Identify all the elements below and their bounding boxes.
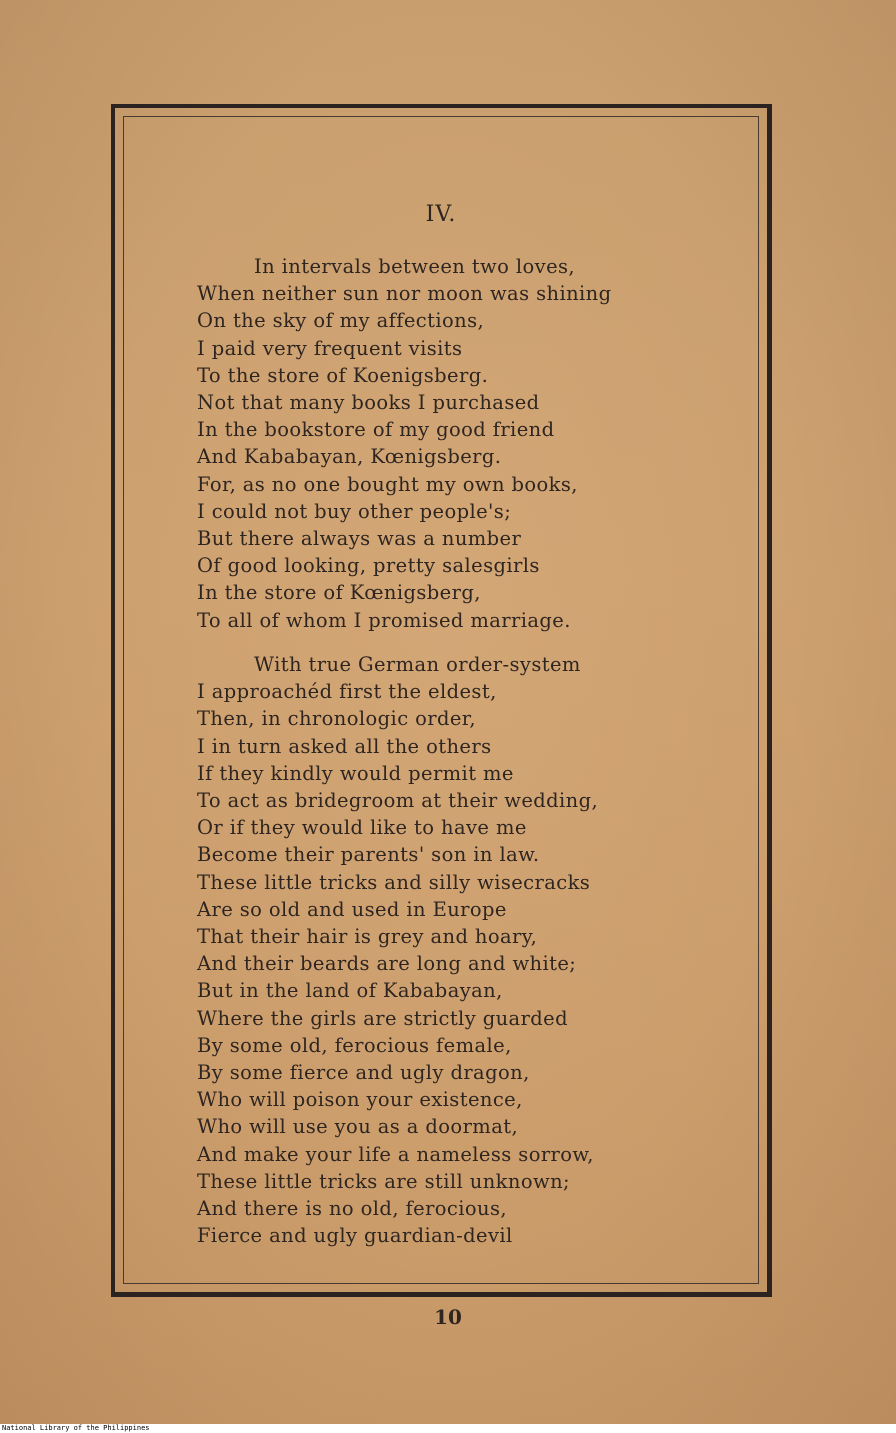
poem-line: I paid very frequent visits xyxy=(197,336,463,360)
stanza-2 xyxy=(197,651,598,1249)
poem-line: And Kababayan, Kœnigsberg. xyxy=(197,445,502,469)
poem-line: On the sky of my affections, xyxy=(197,309,485,333)
poem-line: In intervals between two loves, xyxy=(254,255,576,278)
poem-line: In the bookstore of my good friend xyxy=(197,418,555,442)
poem-line: Become their parents' son in law. xyxy=(197,843,540,867)
poem-line: Not that many books I purchased xyxy=(197,391,540,415)
poem-line: But in the land of Kababayan, xyxy=(197,979,503,1003)
poem-line: That their hair is grey and hoary, xyxy=(197,925,538,949)
poem-line: For, as no one bought my own books, xyxy=(197,472,578,496)
poem-line: Who will use you as a doormat, xyxy=(197,1115,519,1139)
page-border-frame xyxy=(111,104,772,1297)
poem-line: Of good looking, pretty salesgirls xyxy=(197,554,540,578)
footer-credit: National Library of the Philippines xyxy=(2,1424,150,1432)
poem-line: By some fierce and ugly dragon, xyxy=(197,1061,530,1085)
poem-line: Who will poison your existence, xyxy=(197,1088,523,1112)
poem-line: To the store of Koenigsberg. xyxy=(197,363,489,387)
poem-line: To act as bridegroom at their wedding, xyxy=(197,789,599,813)
poem-line: In the store of Kœnigsberg, xyxy=(197,581,481,605)
poem-line: Are so old and used in Europe xyxy=(197,897,507,921)
poem-line: Where the girls are strictly guarded xyxy=(197,1006,569,1030)
poem-line: If they kindly would permit me xyxy=(197,761,514,785)
poem-line: Or if they would like to have me xyxy=(197,816,527,840)
poem-line: When neither sun nor moon was shining xyxy=(197,282,612,306)
poem-line: I could not buy other people's; xyxy=(197,499,512,523)
poem-line: I approachéd first the eldest, xyxy=(197,680,497,704)
poem-line: But there always was a number xyxy=(197,527,522,551)
poem-line: And make your life a nameless sorrow, xyxy=(197,1142,594,1166)
poem-line: Fierce and ugly guardian-devil xyxy=(197,1224,513,1248)
page-number: 10 xyxy=(434,1305,462,1329)
poem-body xyxy=(115,108,767,1292)
poem-line: To all of whom I promised marriage. xyxy=(197,608,571,632)
stanza-1 xyxy=(197,253,612,634)
poem-line: I in turn asked all the others xyxy=(197,734,492,758)
poem-line: By some old, ferocious female, xyxy=(197,1033,512,1057)
poem-line: These little tricks and silly wisecracks xyxy=(197,870,591,894)
poem-line: And their beards are long and white; xyxy=(197,952,577,976)
poem-line: These little tricks are still unknown; xyxy=(197,1169,570,1193)
poem-line: And there is no old, ferocious, xyxy=(197,1197,507,1221)
poem-line: Then, in chronologic order, xyxy=(197,707,476,731)
poem-line: With true German order-system xyxy=(254,653,581,676)
section-heading: IV. xyxy=(425,202,457,227)
